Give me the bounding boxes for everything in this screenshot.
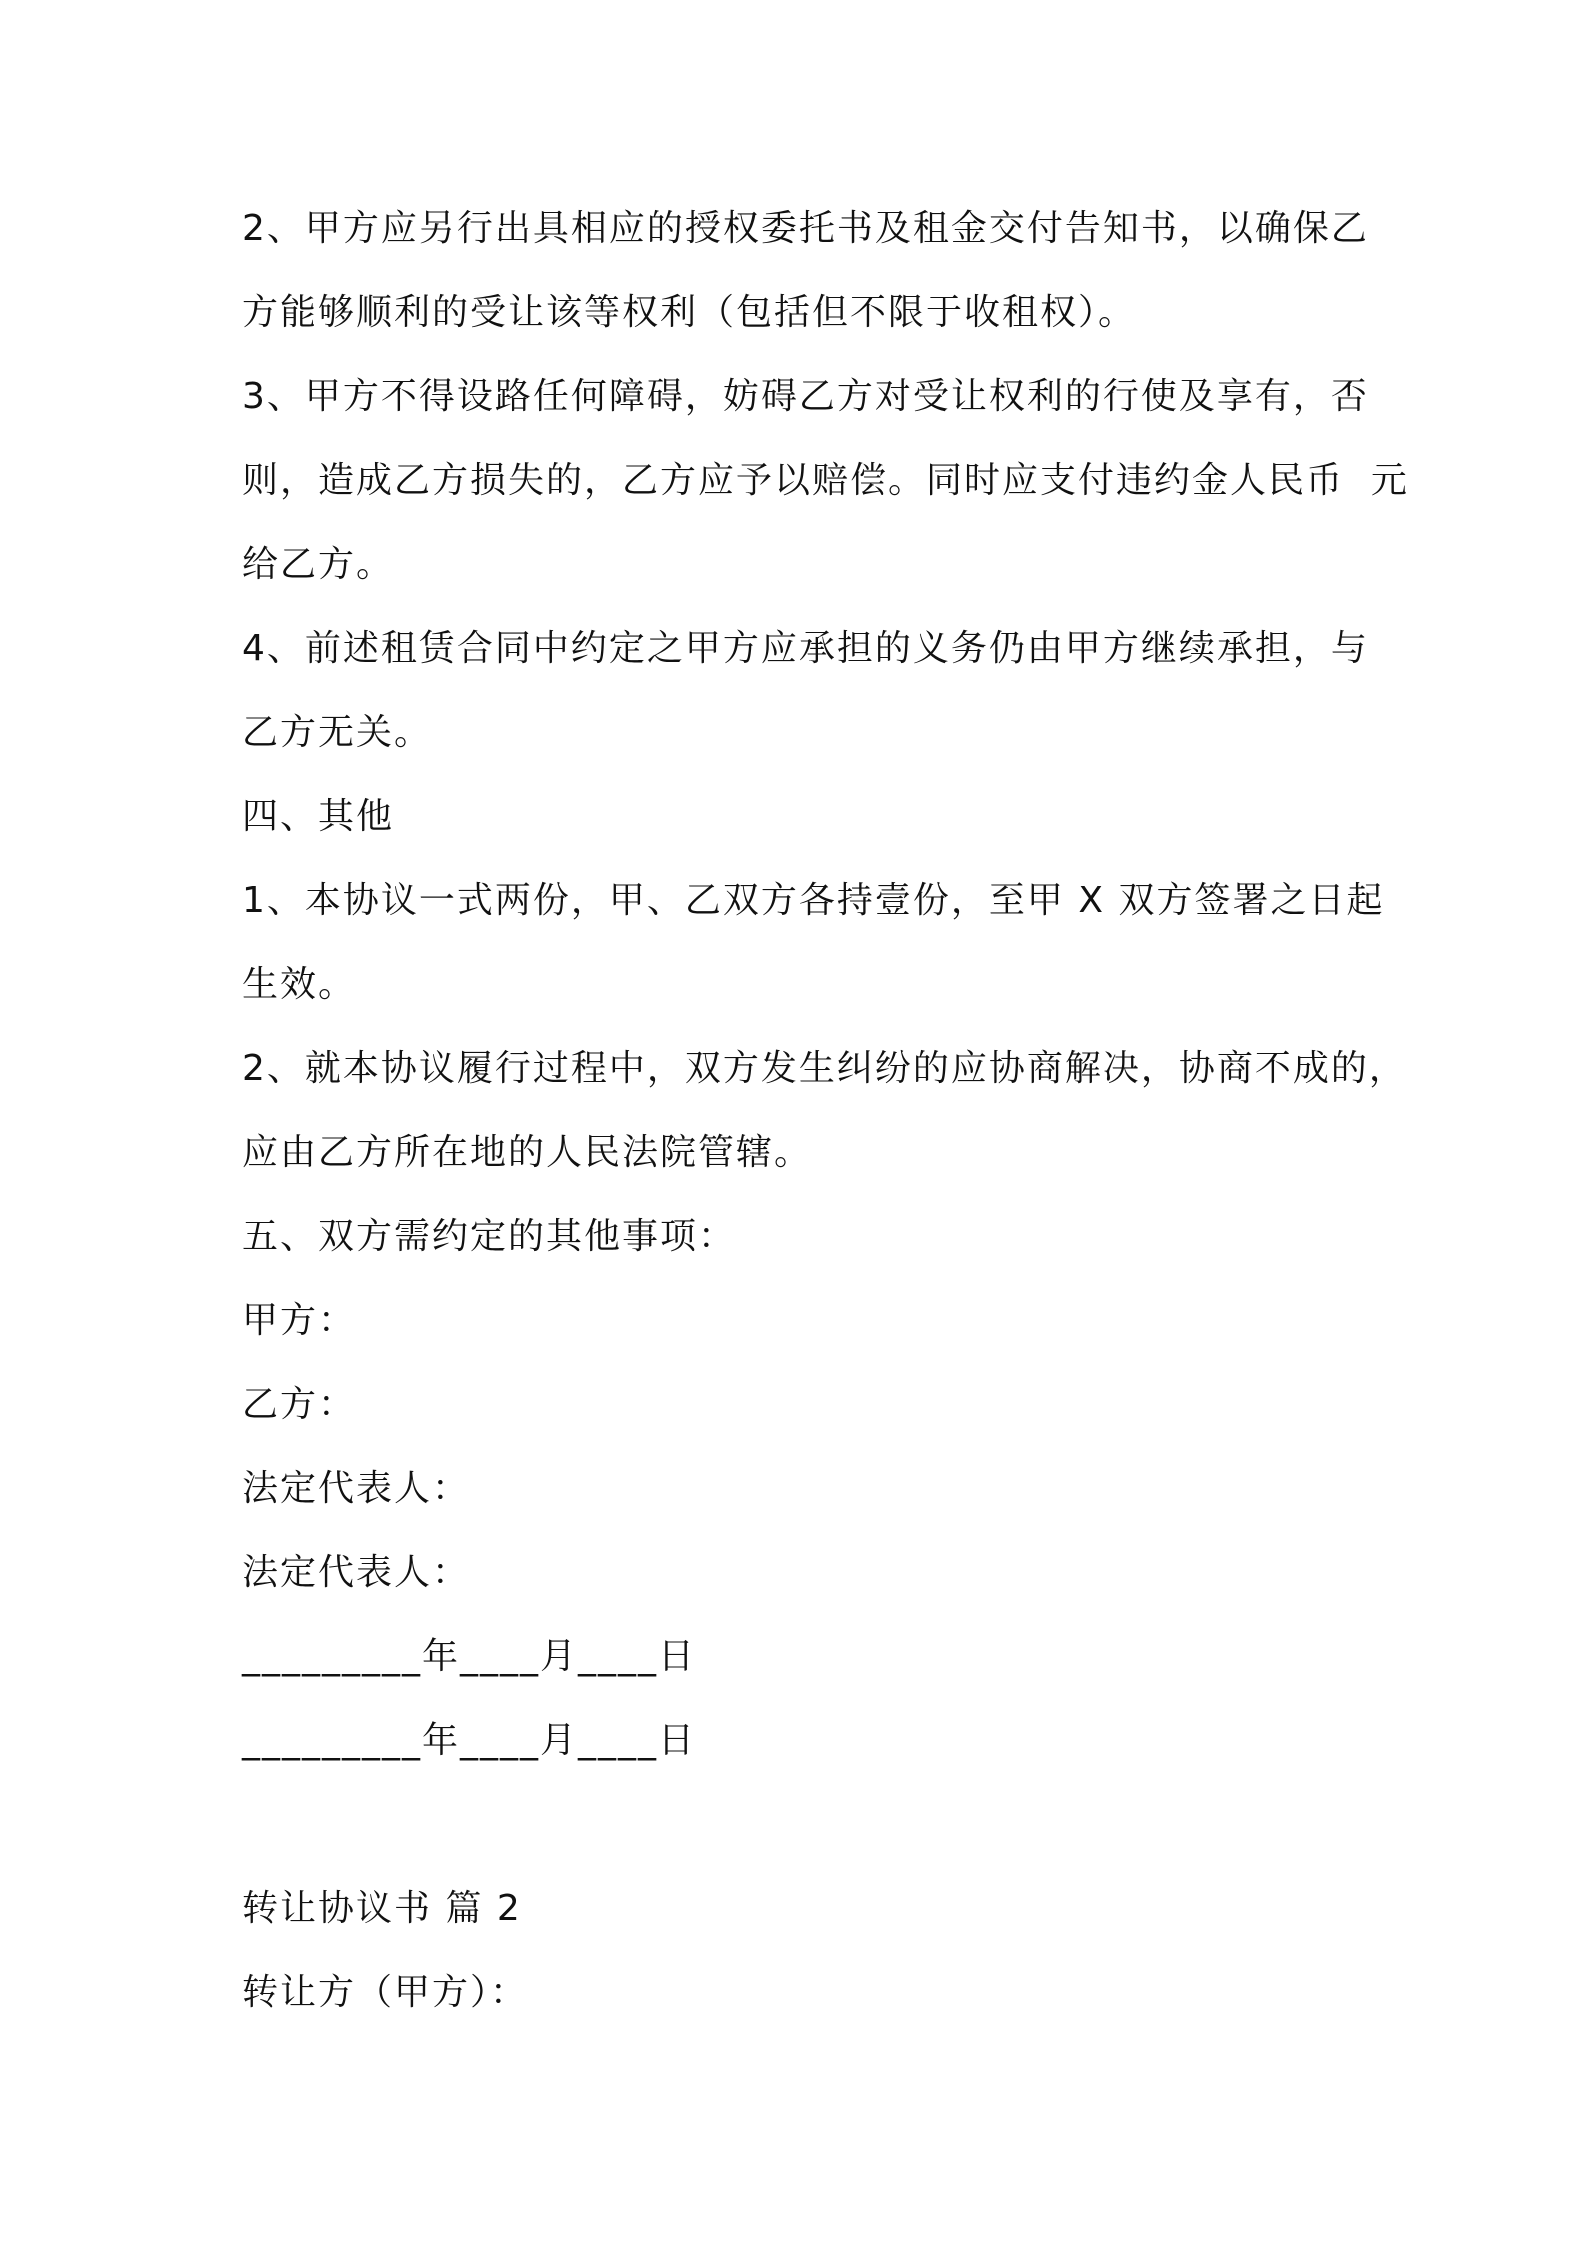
other-clause-2-line-1: 2、就本协议履行过程中，双方发生纠纷的应协商解决，协商不成的， bbox=[242, 1048, 1407, 1089]
date-line-b: _________年____月____日 bbox=[242, 1720, 696, 1761]
signature-party-b: 乙方： bbox=[242, 1384, 357, 1425]
legal-representative-b: 法定代表人： bbox=[242, 1552, 471, 1593]
clause-4-line-2: 乙方无关。 bbox=[242, 712, 433, 753]
agreement-title-part-2: 转让协议书 篇 2 bbox=[242, 1888, 522, 1929]
date-line-a: _________年____月____日 bbox=[242, 1636, 696, 1677]
clause-4-line-1: 4、前述租赁合同中约定之甲方应承担的义务仍由甲方继续承担，与 bbox=[242, 628, 1369, 669]
other-clause-1-line-2: 生效。 bbox=[242, 964, 357, 1005]
clause-2-line-2: 方能够顺利的受让该等权利（包括但不限于收租权）。 bbox=[242, 292, 1137, 333]
section-heading-matters: 五、双方需约定的其他事项： bbox=[242, 1216, 737, 1257]
other-clause-1-line-1: 1、本协议一式两份，甲、乙双方各持壹份，至甲 X 双方签署之日起 bbox=[242, 880, 1385, 921]
transferor-label: 转让方（甲方）： bbox=[242, 1972, 529, 2013]
signature-party-a: 甲方： bbox=[242, 1300, 357, 1341]
clause-3-line-3: 给乙方。 bbox=[242, 544, 395, 585]
clause-3-line-1: 3、甲方不得设路任何障碍，妨碍乙方对受让权利的行使及享有，否 bbox=[242, 376, 1369, 417]
clause-3-line-2: 则，造成乙方损失的，乙方应予以赔偿。同时应支付违约金人民币 元 bbox=[242, 460, 1409, 501]
clause-2-line-1: 2、甲方应另行出具相应的授权委托书及租金交付告知书，以确保乙 bbox=[242, 208, 1369, 249]
legal-representative-a: 法定代表人： bbox=[242, 1468, 471, 1509]
other-clause-2-line-2: 应由乙方所在地的人民法院管辖。 bbox=[242, 1132, 813, 1173]
section-heading-other: 四、其他 bbox=[242, 796, 395, 837]
